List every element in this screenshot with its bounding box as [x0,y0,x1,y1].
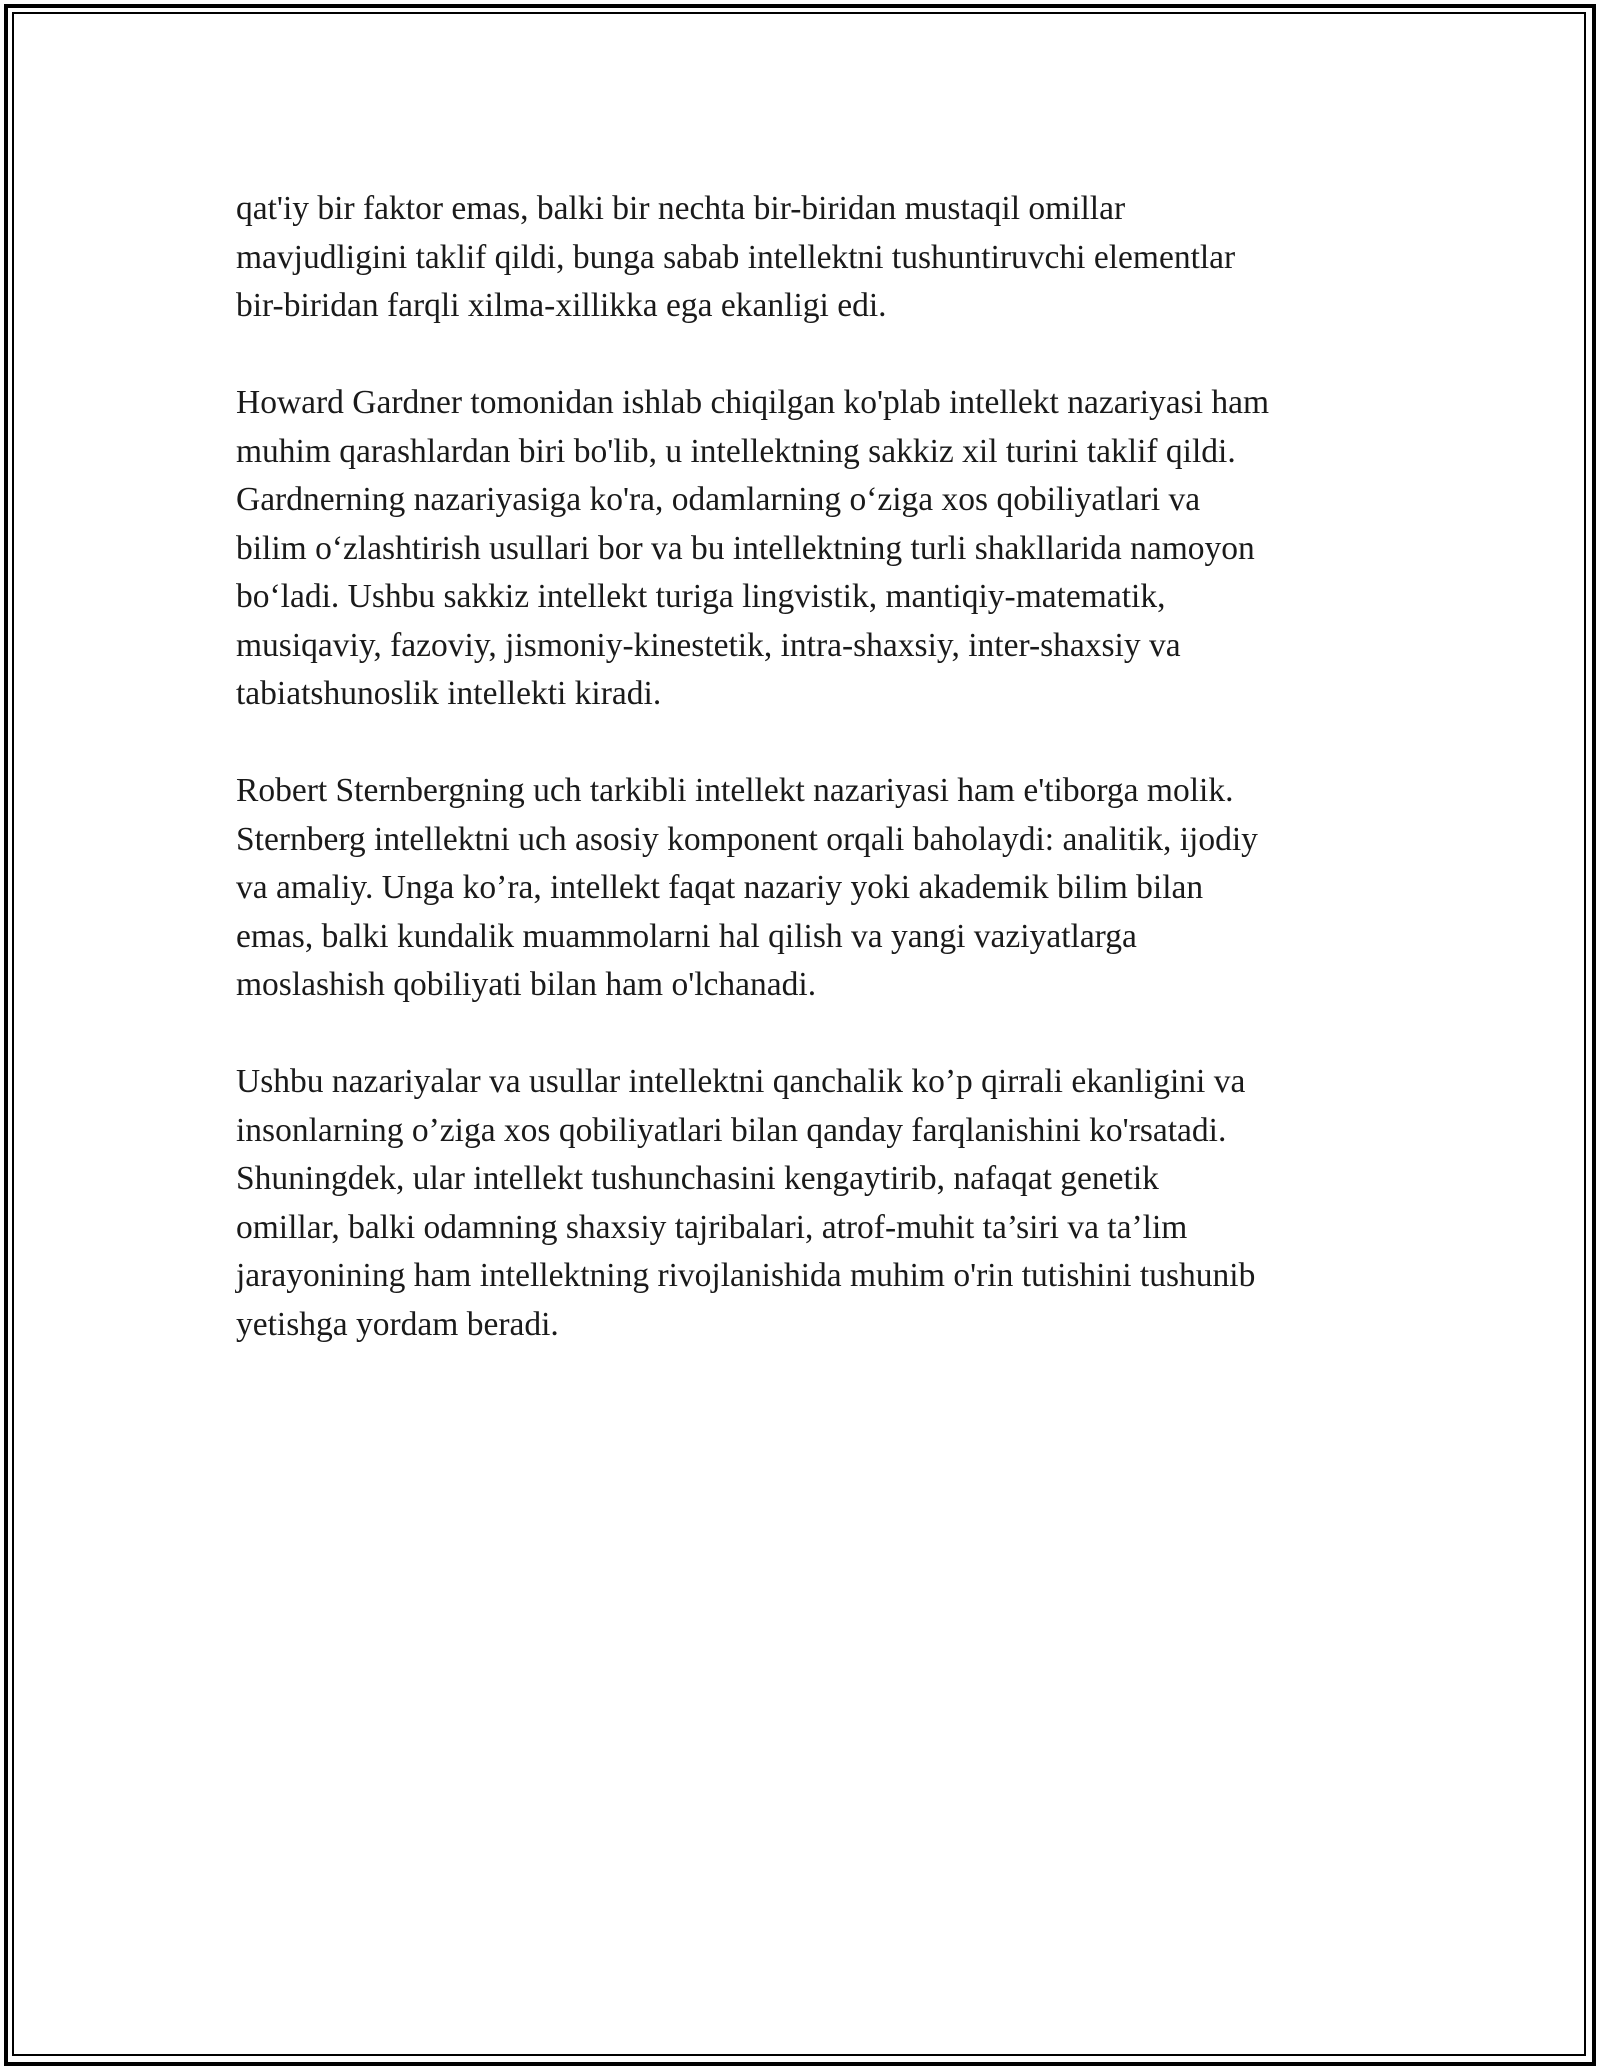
text-line: Robert Sternbergning uch tarkibli intellekt nazariyasi ham e'tiborga molik. [236,772,1234,809]
text-line: Howard Gardner tomonidan ishlab chiqilgan ko'plab intellekt nazariyasi ham [236,384,1270,421]
text-line: Sternberg intellektni uch asosiy komponent orqali baholaydi: analitik, ijodiy [236,820,1258,858]
text-line: emas, balki kundalik muammolarni hal qilish va yangi vaziyatlarga [236,917,1137,955]
text-line: muhim qarashlardan biri bo'lib, u intellektning sakkiz xil turini taklif qildi. [236,432,1236,470]
paragraph-4 [236,1058,1366,1349]
document-body [236,185,1366,1398]
text-line: omillar, balki odamning shaxsiy tajribalari, atrof-muhit ta’siri va ta’lim [236,1208,1188,1246]
text-line: musiqaviy, fazoviy, jismoniy-kinestetik, intra-shaxsiy, inter-shaxsiy va [236,626,1181,664]
text-line: Gardnerning nazariyasiga ko'ra, odamlarning o‘ziga xos qobiliyatlari va [236,481,1201,518]
paragraph-3 [236,767,1366,1010]
text-line: tabiatshunoslik intellekti kiradi. [236,675,662,712]
text-line: mavjudligini taklif qildi, bunga sabab intellektni tushuntiruvchi elementlar [236,238,1236,276]
text-line: moslashish qobiliyati bilan ham o'lchanadi. [236,966,817,1003]
text-line: jarayonining ham intellektning rivojlanishida muhim o'rin tutishini tushunib [236,1257,1256,1294]
text-line: insonlarning o’ziga xos qobiliyatlari bilan qanday farqlanishini ko'rsatadi. [236,1111,1227,1149]
text-line: Ushbu nazariyalar va usullar intellektni qanchalik ko’p qirrali ekanligini va [236,1063,1246,1100]
text-line: bilim o‘zlashtirish usullari bor va bu intellektning turli shakllarida namoyon [236,529,1255,567]
text-line: va amaliy. Unga ko’ra, intellekt faqat nazariy yoki akademik bilim bilan [236,869,1204,906]
text-line: Shuningdek, ular intellekt tushunchasini kengaytirib, nafaqat genetik [236,1160,1159,1197]
text-line: yetishga yordam beradi. [236,1305,559,1343]
text-line: bir-biridan farqli xilma-xillikka ega ekanligi edi. [236,287,887,324]
paragraph-2 [236,379,1366,719]
text-line: bo‘ladi. Ushbu sakkiz intellekt turiga lingvistik, mantiqiy-matematik, [236,578,1166,615]
text-line: qat'iy bir faktor emas, balki bir nechta bir-biridan mustaqil omillar [236,190,1126,227]
paragraph-1 [236,185,1366,331]
